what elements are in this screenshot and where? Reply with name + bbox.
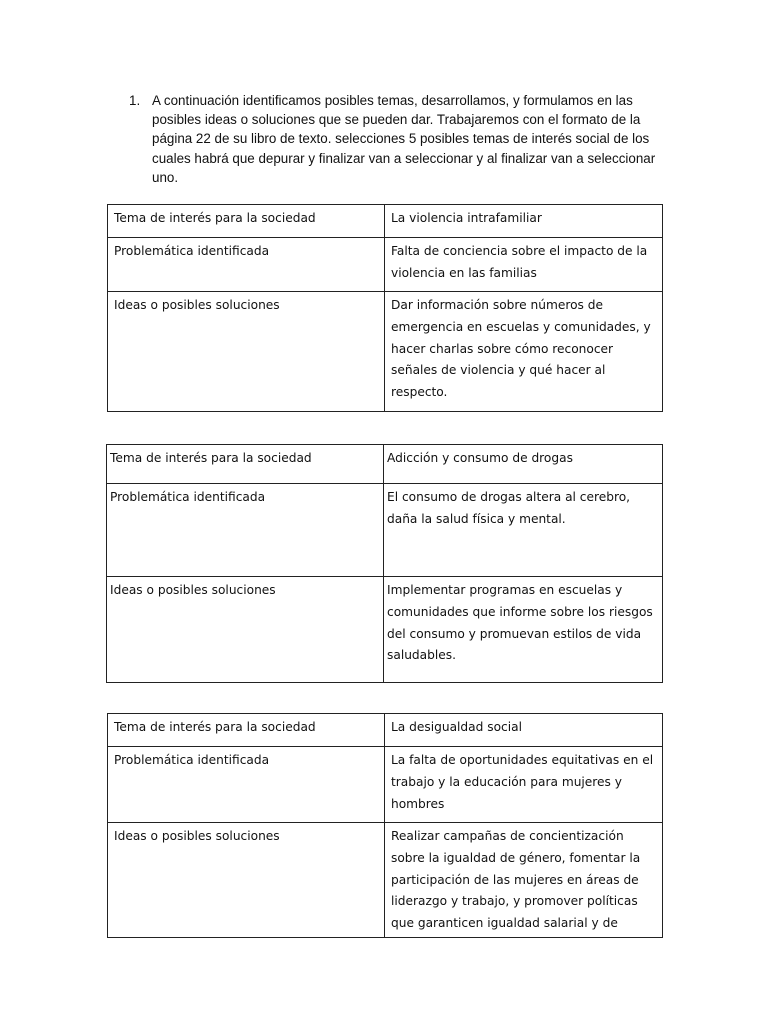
row-label: Tema de interés para la sociedad: [108, 205, 385, 238]
table-row: [108, 205, 663, 238]
intro-text: A continuación identificamos posibles temas, desarrollamos, y formulamos en las posibles ideas o soluciones que se pueden dar. Trabajaremos con el formato de la página 22 de su libro de texto. selecciones 5 posibles temas de interés social de los cuales habrá que depurar y finalizar van a seleccionar y al finalizar van a seleccionar uno.: [152, 93, 656, 185]
row-value: El consumo de drogas altera al cerebro, daña la salud física y mental.: [384, 484, 663, 577]
row-value: La desigualdad social: [385, 714, 663, 747]
topic-table-2: [106, 444, 663, 683]
table-row: [108, 823, 663, 938]
row-label: Tema de interés para la sociedad: [108, 714, 385, 747]
row-value: Adicción y consumo de drogas: [384, 445, 663, 484]
table-row: [107, 484, 663, 577]
row-label: Ideas o posibles soluciones: [108, 823, 385, 938]
topic-table-3: [107, 713, 663, 938]
row-value: Falta de conciencia sobre el impacto de la violencia en las familias: [385, 238, 663, 292]
table-row: [107, 445, 663, 484]
topic-table-1: [107, 204, 663, 412]
table-row: [107, 577, 663, 683]
table-row: [108, 238, 663, 292]
table-row: [108, 292, 663, 412]
row-label: Problemática identificada: [107, 484, 384, 577]
row-value: La violencia intrafamiliar: [385, 205, 663, 238]
row-label: Ideas o posibles soluciones: [108, 292, 385, 412]
row-value: La falta de oportunidades equitativas en el trabajo y la educación para mujeres y hombres: [385, 747, 663, 823]
table-row: [108, 714, 663, 747]
list-number: 1.: [129, 93, 141, 108]
table-row: [108, 747, 663, 823]
row-value: Realizar campañas de concientización sobre la igualdad de género, fomentar la participación de las mujeres en áreas de liderazgo y trabajo, y promover políticas que garanticen igualdad salarial y de: [385, 823, 663, 938]
row-label: Problemática identificada: [108, 238, 385, 292]
row-value: Implementar programas en escuelas y comunidades que informe sobre los riesgos del consumo y promuevan estilos de vida saludables.: [384, 577, 663, 683]
row-label: Problemática identificada: [108, 747, 385, 823]
row-value: Dar información sobre números de emergencia en escuelas y comunidades, y hacer charlas sobre cómo reconocer señales de violencia y qué hacer al respecto.: [385, 292, 663, 412]
row-label: Tema de interés para la sociedad: [107, 445, 384, 484]
row-label: Ideas o posibles soluciones: [107, 577, 384, 683]
